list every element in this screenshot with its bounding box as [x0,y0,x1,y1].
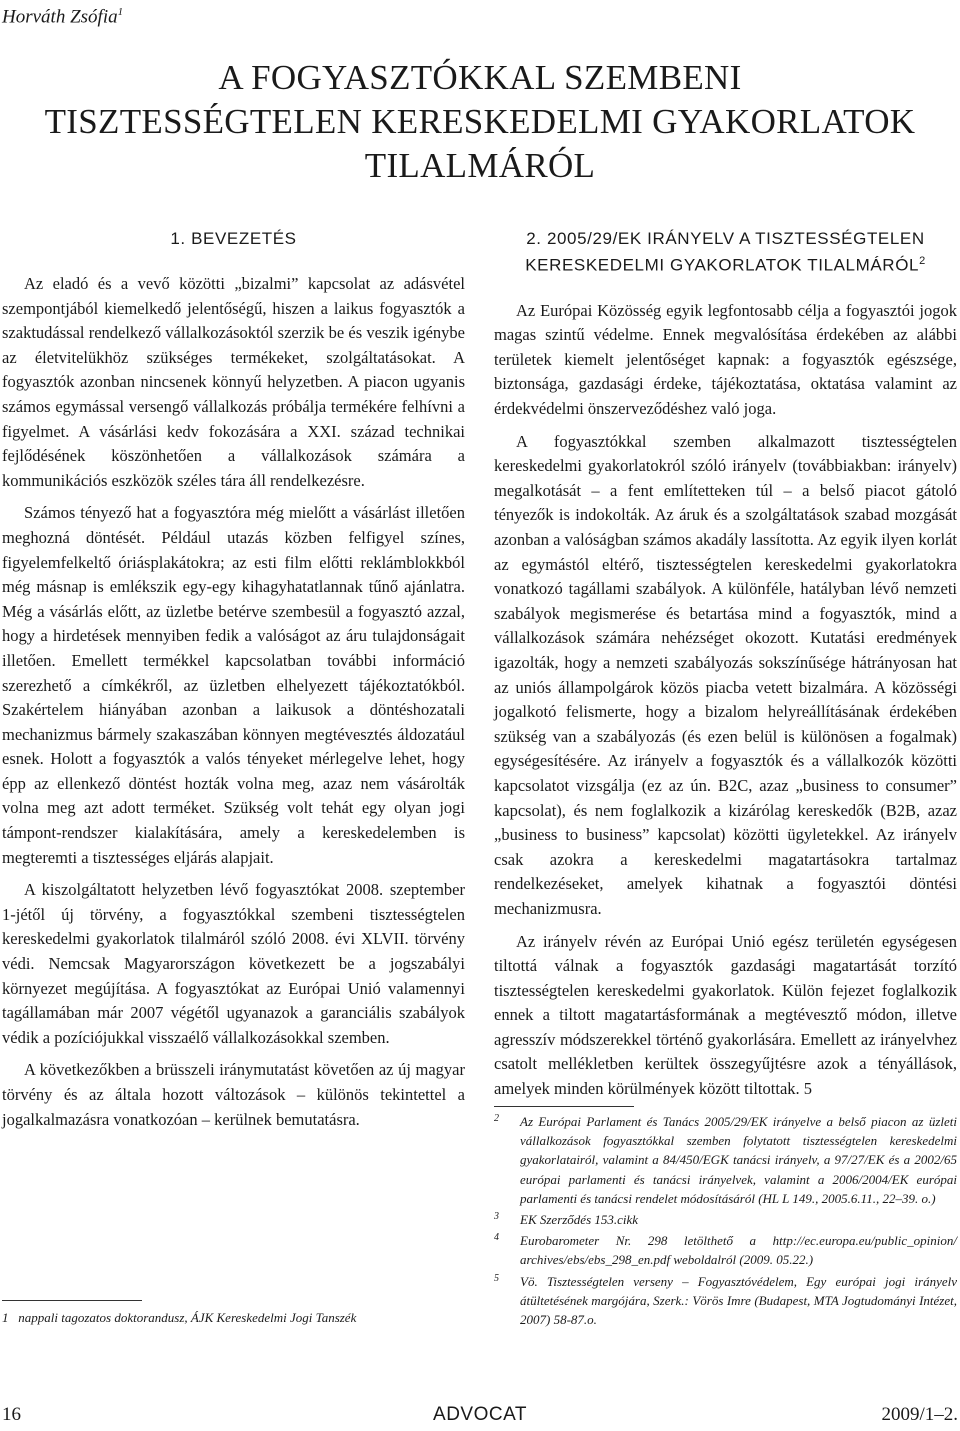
footnote-text: EK Szerződés 153.cikk [520,1212,639,1228]
footnote-text: Vö. Tisztességtelen verseny – Fogyasztóvédelem, Egy európai jogi irányelv átültetésének margójára, Szerk.: Vörös Imre (Budapest, MTA Jogtudományi Intézet, 2007) 58-87.o. [520,1273,957,1328]
footnote-number: 4 [494,1232,499,1244]
footnote-author [2,1308,465,1327]
footnote-item [494,1112,957,1208]
footnote-divider [494,1106,634,1107]
footnote-item [494,1231,957,1269]
author-name: Horváth Zsófia$^1$ [2,6,124,28]
right-column [494,228,957,1110]
body-paragraph: Számos tényező hat a fogyasztóra még mielőtt a vásárlást illetően meghozná döntését. Például utazás közben felfigyel színes, figyelemfelkeltő óriásplakátokra; az esti film előtti reklámblokkból még másnap is emlékszik egy-egy kihagyhatatlannak tűnő ajánlatra. Még a vásárlás előtt, az üzletbe betérve szembesül a fogyasztó azzal, hogy a hirdetések mennyiben fedik a valóságot az áru tulajdonságait illetően. Emellett termékkel kapcsolatban további információ szerezhető a címkékről, az üzletben elhelyezett tájékoztatókból. Szakértelem hiányában azonban a laikusok a döntéshozatali mechanizmus bármely szakaszában könnyen megtévesztés áldozatául esnek. Holott a fogyasztók a valós tényeket mérlegelve lehet, hogy épp az ellenkező döntést hozták volna meg, azaz nem vásárolták volna meg azt adott terméket. Szükség volt tehát egy olyan jogi támpont-rendszer kialakítására, amely a kereskedelemben is megteremti a tisztességes eljárás alapjait. [2,503,465,867]
left-column [2,228,465,1140]
footnote-text: Eurobarometer Nr. 298 letölthető a http://ec.europa.eu/public_opinion/ archives/ebs/ebs_298_en.pdf weboldalról (2009. 05.22.) [520,1233,957,1268]
body-paragraph: Az eladó és a vevő közötti „bizalmi” kapcsolat az adásvétel szempontjából kiemelkedő jelentőségű, hiszen a laikus fogyasztók a szaktudással rendelkező vállalkozásoktól szerzik be és veszik igénybe az életvitelükhöz szükséges termékeket, szolgáltatásokat. A fogyasztók azonban nincsenek könnyű helyzetben. A piacon ugyanis számos egymással versengő vállalkozás próbálja termékére felhívni a figyelmet. A vásárlási kedv fokozására a XXI. század technikai fejlődésének köszönhetően a vállalkozások számára a kommunikációs eszközök széles tára áll rendelkezésre. [2,274,465,490]
article-title [0,56,960,188]
footnote-number: 5 [494,1272,499,1284]
section-heading-introduction: 1. BEVEZETÉS [170,229,297,248]
author-footnote-mark: 1 [117,6,124,18]
body-paragraph: A kiszolgáltatott helyzetben lévő fogyasztókat 2008. szeptember 1-jétől új törvény, a fogyasztókkal szembeni tisztességtelen kereskedelmi gyakorlatok tilalmáról szóló 2008. évi XLVII. törvény védi. Nemcsak Magyarországon következett be a jogszabályi környezet megújítása. A fogyasztókat az Európai Unió valamennyi tagállamában már 2007 végétől ugyanazok a garanciális szabályok védik a pozíciójukkal visszaélő vállalkozásokkal szemben. [2,880,465,1047]
body-paragraph: Az Európai Közösség egyik legfontosabb célja a fogyasztói jogok magas szintű védelme. Ennek megvalósítása érdekében az alábbi területek kiemelt jelentőséget kapnak: a fogyasztók egészsége, biztonsága, gazdasági érdeke, tájékoztatása, oktatása valamint az érdekvédelmi önszerveződéshez való joga. [494,300,957,419]
footnote-list [494,1112,957,1331]
issue-number: 2009/1–2. [881,1404,958,1425]
body-paragraph: Az irányelv révén az Európai Unió egész területén egységesen tiltottá válnak a fogyasztók gazdasági magatartását torzító tisztességtelen kereskedelmi gyakorlatok. Külön fejezet foglalkozik ennek a tiltott magatartásformának a megtévesztő módon, illetve agresszív módszerekkel történő gyakorlására. Emellett az irányelvhez csatolt mellékletben kerültek összegyűjtésre azok a tényállások, amelyek minden körülmények között tiltottak. 5 [494,931,957,1099]
body-paragraph: A fogyasztókkal szemben alkalmazott tisztességtelen kereskedelmi gyakorlatokról szóló irányelv (továbbiakban: irányelv) megalkotását – a fent említetteken túl – a belső piacot gátoló tényezők is indokolták. Az áruk és a szolgáltatások szabad mozgását azonban a valóságban számos akadály lassította. Az egyik ilyen korlát az egymástól eltérő, tisztességtelen kereskedelmi gyakorlatokra vonatkozó tagállami szabályok. A különféle, hatályban lévő nemzeti szabályok megismerése és betartása mind a fogyasztók, mind a vállalkozások számára nehézséget okozott. Kutatási eredmények igazolták, hogy a nemzeti szabályozás sokszínűsége hátrányosan hat az uniós állampolgárok közös piacba vetett bizalmára. A közösségi jogalkotó felismerte, hogy a bizalom helyreállításának érdekében szükség van a szabályozás (és ezen belül is különösen a fogalmak) egységesítésére. Az irányelv a fogyasztók és a vállalkozók közötti kapcsolatot vizsgálja (ez az ún. B2C, azaz „business to consumer” kapcsolat), és nem foglalkozik a kizárólag kereskedők (B2B, azaz „business to business” kapcsolat) közötti ügyletekkel. Az irányelv csak azokra a kereskedelmi magatartásokra tartalmaz rendelkezéseket, amelyek kihatnak a fogyasztói döntési mechanizmusra. [494,431,957,918]
title-line: TILALMÁRÓL [364,146,596,185]
heading-footnote-mark: 2 [919,255,926,267]
footnote-item [494,1210,957,1229]
section-heading-directive: 2. 2005/29/EK IRÁNYELV A TISZTESSÉGTELEN KERESKEDELMI GYAKORLATOK TILALMÁRÓL$^2$ [525,229,926,275]
journal-name: ADVOCAT [433,1404,527,1425]
footnote-divider [2,1300,142,1301]
title-line: TISZTESSÉGTELEN KERESKEDELMI GYAKORLATOK [44,102,916,141]
footnote-number: 3 [494,1211,499,1223]
footnote-number: 2 [494,1113,499,1124]
footnote-text: nappali tagozatos doktorandusz, ÁJK Kereskedelmi Jogi Tanszék [18,1310,357,1325]
page-number: 16 [2,1404,21,1425]
body-paragraph: A következőkben a brüsszeli iránymutatást követően az új magyar törvény és az általa hozott változások – különös tekintettel a jogalkalmazásra vonatkozóan – kerülnek bemutatásra. [2,1060,465,1129]
footnote-item [494,1272,957,1330]
footnote-number: 1 [2,1310,9,1325]
title-line: A FOGYASZTÓKKAL SZEMBENI [218,58,742,97]
footnote-text: Az Európai Parlament és Tanács 2005/29/EK irányelve a belső piacon az üzleti vállalkozások fogyasztókkal szemben folytatott tisztességtelen kereskedelmi gyakorlatairól, valamint a 84/450/EGK tanácsi irányelv, a 97/27/EK és a 2002/65 európai parlamenti és tanácsi irányelvek, valamint a 2006/2004/EK európai parlamenti és tanácsi rendelet módosításáról (HL L 149., 2005.6.11., 22–39. o.) [520,1114,957,1206]
